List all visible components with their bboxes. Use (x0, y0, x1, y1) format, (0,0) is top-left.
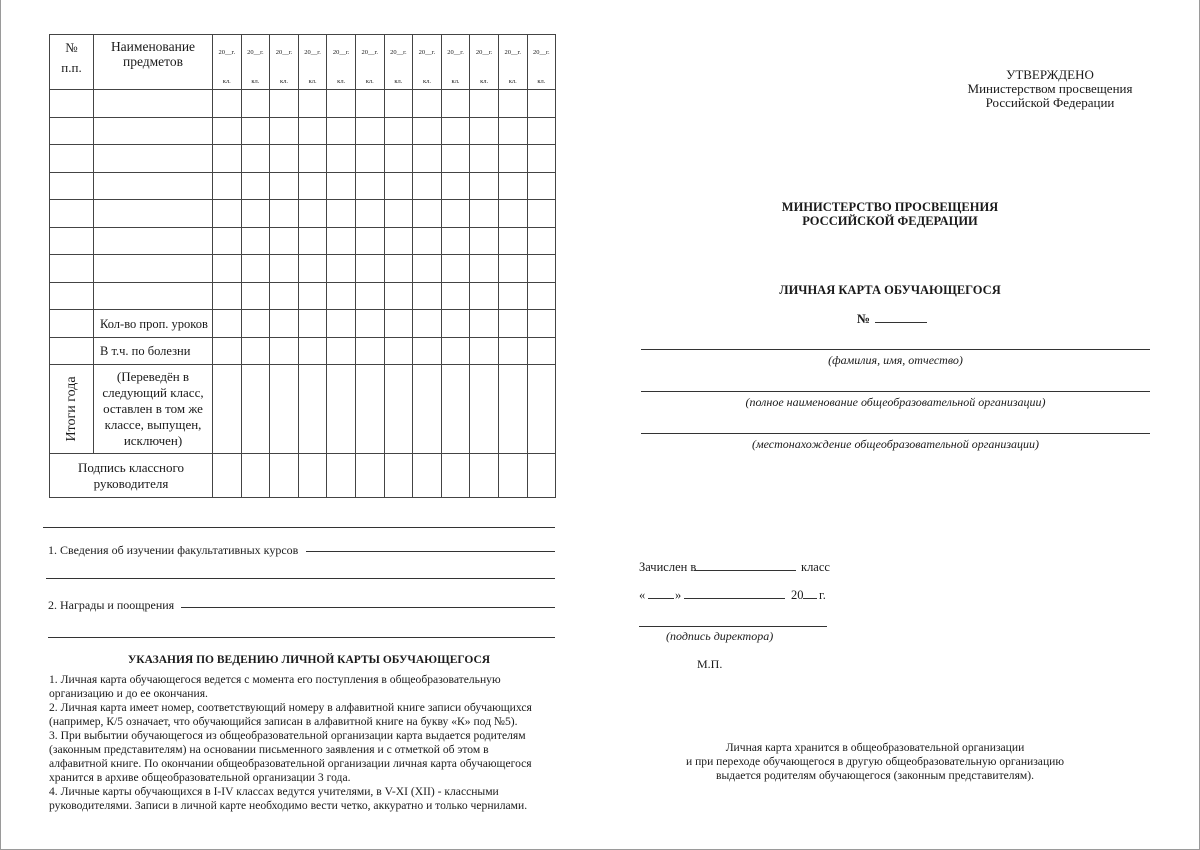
class-label: кл. (394, 78, 403, 85)
outcome-line: исключен) (123, 433, 183, 448)
instruction-line: алфавитной книге. По окончании общеобразовательной организации личная карта обучающегося (49, 757, 532, 770)
instruction-line: (законным представителям) на основании письменного заявления и с отметкой об этом в (49, 743, 489, 756)
date-year-line[interactable] (803, 598, 817, 599)
teacher-signature-label (50, 454, 213, 498)
year-column-header (527, 35, 556, 90)
awards-fill-line (181, 607, 555, 608)
date-day-line[interactable] (648, 598, 674, 599)
approval-line: Российской Федерации (985, 95, 1115, 110)
subject-row (50, 200, 556, 228)
page-edge-left (0, 0, 1, 850)
electives-label: 1. Сведения об изучении факультативных курсов (48, 543, 299, 557)
instruction-line: 1. Личная карта обучающегося ведется с момента его поступления в общеобразовательную (49, 673, 501, 686)
class-label: кл. (480, 78, 489, 85)
subject-row (50, 117, 556, 145)
approval-line: УТВЕРЖДЕНО (1006, 67, 1094, 82)
year-label: 20__г. (332, 49, 350, 56)
instruction-line: руководителями. Записи в личной карте необходимо вести четко, аккуратно и только чернилами. (49, 799, 528, 812)
approval-line: Министерством просвещения (967, 81, 1133, 96)
ministry-line: МИНИСТЕРСТВО ПРОСВЕЩЕНИЯ (781, 200, 999, 214)
class-label: кл. (308, 78, 317, 85)
year-results-label: Итоги года (63, 376, 79, 442)
approval-stamp (960, 68, 1140, 110)
electives-fill-line (306, 551, 555, 552)
subject-row (50, 282, 556, 310)
year-column-header (270, 35, 299, 90)
year-column-header (355, 35, 384, 90)
org-name-caption: (полное наименование общеобразовательной организации) (745, 395, 1046, 409)
year-label: 20__г. (275, 49, 293, 56)
class-label: кл. (451, 78, 460, 85)
class-label: кл. (337, 78, 346, 85)
year-column-header (384, 35, 413, 90)
org-location-caption: (местонахождение общеобразовательной организации) (751, 437, 1040, 451)
year-label: 20__г. (390, 49, 407, 56)
outcome-line: классе, выпущен, (104, 417, 202, 432)
year-label: 20__г. (504, 49, 522, 56)
year-column-header (213, 35, 242, 90)
subject-row (50, 90, 556, 118)
year-results-description (94, 365, 213, 454)
instruction-line: 2. Личная карта имеет номер, соответствующий номеру в алфавитной книге записи обучающихся (49, 701, 532, 714)
stamp-place: М.П. (697, 657, 723, 671)
class-label: кл. (508, 78, 517, 85)
year-column-header (241, 35, 270, 90)
missed-lessons-row (50, 310, 556, 338)
date-year-prefix: 20 (791, 588, 804, 602)
year-column-header (441, 35, 470, 90)
subject-row (50, 145, 556, 173)
year-label: 20__г. (304, 49, 321, 56)
director-signature-caption: (подпись директора) (666, 629, 774, 643)
subject-row (50, 255, 556, 283)
year-label: 20__г. (247, 49, 264, 56)
instruction-line: хранится в архиве общеобразовательной организации 3 года. (49, 771, 351, 784)
number-column-header (50, 35, 94, 90)
teacher-signature-row (50, 454, 556, 498)
year-label: 20__г. (533, 49, 550, 56)
subject-header-line1: Наименование (110, 39, 196, 54)
instructions-text (49, 673, 569, 813)
class-label: кл. (365, 78, 374, 85)
header-row (50, 35, 556, 90)
fio-line[interactable] (641, 349, 1150, 350)
grades-table (49, 34, 556, 498)
enrolled-label: Зачислен в (639, 560, 697, 574)
class-label: кл. (537, 78, 546, 85)
org-location-line[interactable] (641, 433, 1150, 434)
subject-row (50, 172, 556, 200)
storage-note (640, 741, 1110, 783)
separator-line (43, 527, 555, 528)
illness-row (50, 337, 556, 365)
awards-label: 2. Награды и поощрения (48, 598, 175, 612)
year-column-header (470, 35, 499, 90)
date-month-line[interactable] (684, 598, 785, 599)
awards-fill-line-2 (48, 637, 555, 638)
date-close-quote: » (675, 588, 682, 602)
enrolled-class-line[interactable] (694, 570, 796, 571)
year-label: 20__г. (475, 49, 493, 56)
year-results-cell (50, 365, 94, 454)
year-label: 20__г. (418, 49, 436, 56)
illness-label: В т.ч. по болезни (94, 337, 213, 365)
instruction-line: 4. Личные карты обучающихся в I-IV классах ведутся учителями, в V-XI (XII) - классными (49, 785, 499, 798)
storage-note-line: выдается родителям обучающегося (законным представителям). (715, 769, 1035, 782)
electives-fill-line-2 (46, 578, 555, 579)
director-signature-line[interactable] (639, 626, 827, 627)
storage-note-line: Личная карта хранится в общеобразовательной организации (725, 741, 1025, 754)
class-label: кл. (251, 78, 260, 85)
instruction-line: организацию и до ее окончания. (49, 687, 208, 700)
number-sign: № (857, 311, 871, 326)
year-results-row (50, 365, 556, 454)
class-word: класс (801, 560, 830, 574)
outcome-line: (Переведён в (116, 369, 190, 384)
org-name-line[interactable] (641, 391, 1150, 392)
year-column-header (413, 35, 442, 90)
year-label: 20__г. (361, 49, 379, 56)
fio-caption: (фамилия, имя, отчество) (828, 353, 963, 367)
missed-lessons-label: Кол-во проп. уроков (94, 310, 213, 338)
year-label: 20__г. (218, 49, 236, 56)
number-header-line1: № (65, 40, 78, 55)
card-title: ЛИЧНАЯ КАРТА ОБУЧАЮЩЕГОСЯ (779, 283, 1001, 297)
subject-column-header (94, 35, 213, 90)
year-label: 20__г. (447, 49, 464, 56)
ministry-heading (740, 200, 1040, 228)
storage-note-line: и при переходе обучающегося в другую общеобразовательную организацию (685, 755, 1065, 768)
instruction-line: (например, К/5 означает, что обучающийся записан в алфавитной книге на букву «К» под №5). (49, 715, 518, 728)
subject-header-line2: предметов (122, 54, 184, 69)
date-year-suffix: г. (819, 588, 826, 602)
year-column-header (327, 35, 356, 90)
outcome-line: оставлен в том же (103, 401, 203, 416)
year-column-header (298, 35, 327, 90)
instructions-title: УКАЗАНИЯ ПО ВЕДЕНИЮ ЛИЧНОЙ КАРТЫ ОБУЧАЮЩЕГОСЯ (127, 654, 491, 666)
number-header-line2: п.п. (61, 60, 82, 75)
card-number-line[interactable] (875, 322, 927, 323)
class-label: кл. (422, 78, 431, 85)
subject-row (50, 227, 556, 255)
signature-line: руководителя (93, 475, 169, 491)
ministry-line: РОССИЙСКОЙ ФЕДЕРАЦИИ (802, 214, 978, 228)
instruction-line: 3. При выбытии обучающегося из общеобразовательной организации карта выдается родителям (49, 729, 526, 742)
signature-line: Подпись классного (77, 459, 185, 475)
date-open-quote: « (639, 588, 646, 602)
year-column-header (498, 35, 527, 90)
outcome-line: следующий класс, (102, 385, 204, 400)
class-label: кл. (222, 78, 231, 85)
class-label: кл. (279, 78, 288, 85)
